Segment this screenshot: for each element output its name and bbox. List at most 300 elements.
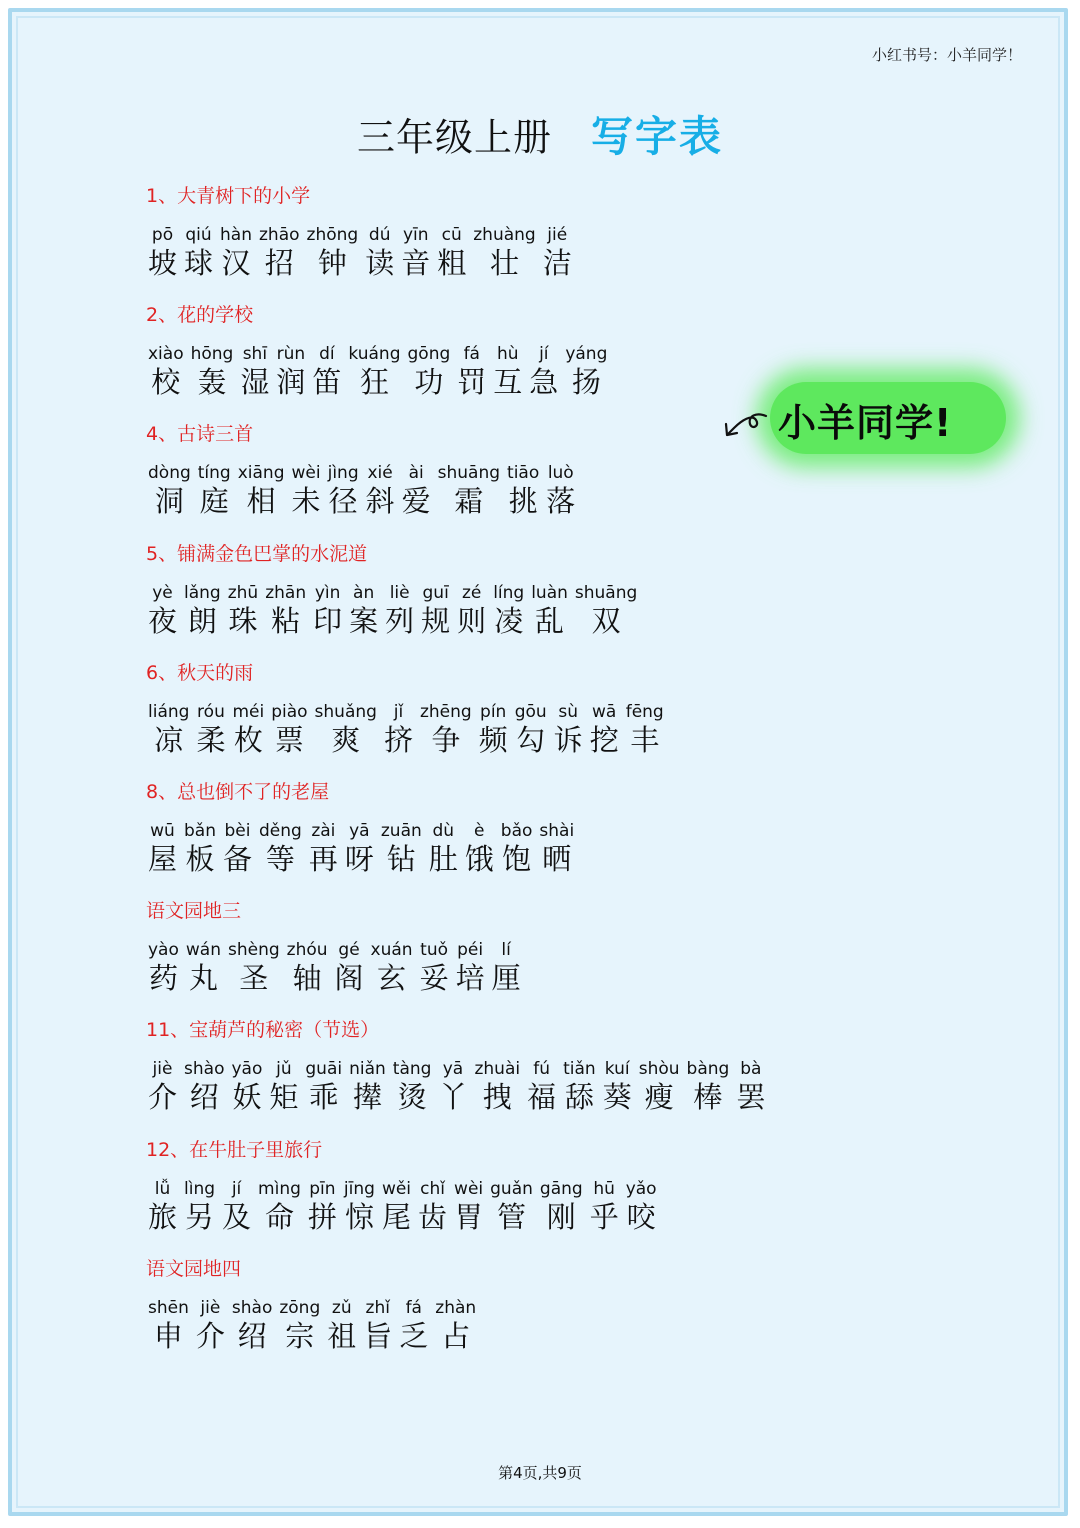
hanzi: 肚	[428, 842, 458, 876]
character-cell	[540, 1178, 583, 1234]
character-cell	[348, 343, 400, 399]
hanzi: 勾	[516, 723, 546, 757]
pinyin: zhàn	[435, 1298, 477, 1318]
pinyin: xiāng	[237, 463, 285, 483]
pinyin: bǎn	[184, 821, 216, 841]
character-cell	[148, 582, 177, 638]
hanzi: 汉	[221, 246, 251, 280]
character-cell	[454, 1178, 483, 1234]
hanzi: 球	[184, 246, 214, 280]
character-cell	[148, 939, 179, 995]
page-title	[0, 104, 1080, 164]
character-cell	[349, 582, 378, 638]
hanzi: 祖	[327, 1319, 357, 1353]
character-cell	[366, 462, 395, 518]
character-cell	[543, 224, 572, 280]
pinyin: péi	[457, 940, 484, 960]
pinyin: guāi	[305, 1059, 343, 1079]
character-cell	[223, 820, 252, 876]
character-cell	[575, 582, 637, 638]
pinyin: dòng	[148, 463, 191, 483]
hanzi: 备	[223, 842, 253, 876]
pinyin: tuǒ	[420, 940, 448, 960]
hanzi: 票	[274, 723, 304, 757]
hanzi: 玄	[377, 961, 407, 995]
character-cell	[365, 224, 394, 280]
hanzi: 瘦	[644, 1080, 674, 1114]
hanzi: 药	[148, 961, 178, 995]
pinyin: zhuàng	[473, 225, 536, 245]
lesson-section	[146, 659, 671, 757]
character-cell	[184, 820, 216, 876]
character-cell	[228, 939, 280, 995]
hanzi: 庭	[199, 484, 229, 518]
pinyin: dù	[432, 821, 455, 841]
character-cell	[148, 701, 189, 757]
character-cell	[232, 1297, 272, 1353]
lesson-section	[146, 1136, 664, 1234]
hanzi: 枚	[233, 723, 263, 757]
lesson-title: 4、古诗三首	[146, 423, 254, 445]
pinyin: àn	[353, 583, 375, 603]
character-cell	[309, 820, 338, 876]
hanzi: 柔	[196, 723, 226, 757]
pinyin: lìng	[184, 1179, 216, 1199]
character-cell	[490, 1178, 533, 1234]
character-cell	[529, 343, 558, 399]
pinyin: fēng	[625, 702, 664, 722]
character-cell	[385, 582, 414, 638]
pinyin: hū	[593, 1179, 615, 1199]
lesson-section	[146, 1255, 483, 1353]
hanzi: 挤	[383, 723, 413, 757]
xiaohongshu-handle: 小红书号：小羊同学！	[871, 46, 1022, 64]
character-row	[148, 582, 644, 638]
hanzi: 介	[148, 1080, 178, 1114]
character-cell	[493, 343, 522, 399]
character-cell	[327, 1297, 356, 1353]
character-cell	[307, 224, 359, 280]
character-cell	[438, 1058, 467, 1114]
hanzi: 功	[414, 365, 444, 399]
character-cell	[371, 939, 413, 995]
hanzi: 坡	[148, 246, 178, 280]
character-cell	[238, 462, 285, 518]
hanzi: 拼	[307, 1200, 337, 1234]
hanzi: 乱	[535, 604, 565, 638]
character-cell	[393, 1058, 432, 1114]
hanzi: 厘	[491, 961, 521, 995]
hanzi: 挖	[589, 723, 619, 757]
hanzi: 斜	[365, 484, 395, 518]
character-cell	[565, 343, 607, 399]
pinyin: xuán	[370, 940, 413, 960]
pinyin: zuān	[380, 821, 422, 841]
character-cell	[408, 343, 451, 399]
character-cell	[196, 1297, 225, 1353]
hanzi: 管	[497, 1200, 527, 1234]
curly-arrow-icon	[722, 404, 768, 440]
lesson-section	[146, 1016, 772, 1114]
character-cell	[184, 582, 221, 638]
hanzi: 诉	[553, 723, 583, 757]
character-cell	[554, 701, 583, 757]
hanzi: 珠	[228, 604, 258, 638]
pinyin: yáng	[565, 344, 608, 364]
hanzi: 双	[591, 604, 621, 638]
hanzi: 列	[385, 604, 415, 638]
pinyin: zōng	[279, 1298, 321, 1318]
character-cell	[271, 701, 307, 757]
character-cell	[148, 224, 177, 280]
pinyin: wèi	[454, 1179, 484, 1199]
hanzi: 等	[265, 842, 295, 876]
hanzi: 惊	[344, 1200, 374, 1234]
character-cell	[276, 343, 305, 399]
character-cell	[474, 1058, 520, 1114]
pinyin: méi	[232, 702, 265, 722]
hanzi: 凉	[154, 723, 184, 757]
pinyin: shuǎng	[314, 702, 377, 722]
character-cell	[305, 1058, 342, 1114]
hanzi: 则	[457, 604, 487, 638]
hanzi: 妖	[232, 1080, 262, 1114]
pinyin: liáng	[148, 702, 190, 722]
character-cell	[420, 701, 472, 757]
hanzi: 未	[291, 484, 321, 518]
stamp-badge	[760, 378, 1016, 458]
pinyin: jǐ	[393, 702, 404, 722]
hanzi: 洞	[154, 484, 184, 518]
hanzi: 烫	[397, 1080, 427, 1114]
character-cell	[563, 1058, 596, 1114]
character-cell	[465, 820, 494, 876]
hanzi: 笛	[312, 365, 342, 399]
character-cell	[507, 462, 539, 518]
hanzi: 钻	[386, 842, 416, 876]
pinyin: shèng	[228, 940, 280, 960]
pinyin: pīn	[309, 1179, 336, 1199]
pinyin: chǐ	[420, 1179, 445, 1199]
hanzi: 音	[401, 246, 431, 280]
character-cell	[186, 939, 221, 995]
pinyin: lǎng	[184, 583, 221, 603]
pinyin: yǎo	[625, 1179, 657, 1199]
pinyin: xiào	[148, 344, 184, 364]
hanzi: 落	[546, 484, 576, 518]
hanzi: 洁	[542, 246, 572, 280]
hanzi: 申	[153, 1319, 183, 1353]
character-cell	[349, 1058, 386, 1114]
character-cell	[639, 1058, 680, 1114]
pinyin: gōng	[407, 344, 451, 364]
hanzi: 培	[455, 961, 485, 995]
hanzi: 阁	[334, 961, 364, 995]
character-cell	[240, 343, 269, 399]
character-cell	[335, 939, 364, 995]
character-cell	[626, 1178, 657, 1234]
character-cell	[292, 462, 321, 518]
pinyin: bà	[740, 1059, 762, 1079]
pinyin: yè	[152, 583, 173, 603]
hanzi: 乏	[399, 1319, 429, 1353]
pinyin: zhóu	[286, 940, 328, 960]
character-cell	[184, 224, 213, 280]
hanzi: 爽	[331, 723, 361, 757]
pinyin: róu	[197, 702, 225, 722]
hanzi: 霜	[454, 484, 484, 518]
pinyin: bèi	[224, 821, 251, 841]
hanzi: 葵	[602, 1080, 632, 1114]
pinyin: pō	[151, 225, 174, 245]
lesson-title: 语文园地四	[146, 1258, 242, 1280]
pinyin: dí	[319, 344, 335, 364]
lesson-title: 6、秋天的雨	[146, 662, 254, 684]
character-cell	[363, 1297, 392, 1353]
hanzi: 饿	[464, 842, 494, 876]
hanzi: 妥	[419, 961, 449, 995]
character-row	[148, 820, 581, 876]
pinyin: shòu	[638, 1059, 680, 1079]
hanzi: 绍	[237, 1319, 267, 1353]
hanzi: 齿	[418, 1200, 448, 1234]
pinyin: guǎn	[490, 1179, 533, 1199]
character-cell	[527, 1058, 556, 1114]
pinyin: wěi	[381, 1179, 412, 1199]
pinyin: yīn	[402, 225, 429, 245]
pinyin: fá	[405, 1298, 422, 1318]
character-cell	[148, 343, 184, 399]
character-cell	[401, 224, 430, 280]
hanzi: 乖	[309, 1080, 339, 1114]
pinyin: zhū	[227, 583, 259, 603]
character-cell	[222, 1178, 251, 1234]
character-cell	[198, 462, 231, 518]
pinyin: yā	[442, 1059, 464, 1079]
character-cell	[546, 462, 575, 518]
pinyin: zǔ	[331, 1298, 352, 1318]
hanzi: 挑	[508, 484, 538, 518]
character-cell	[148, 1058, 177, 1114]
hanzi: 及	[222, 1200, 252, 1234]
pinyin: jí	[231, 1179, 242, 1199]
pinyin: zhōng	[306, 225, 359, 245]
character-cell	[196, 701, 225, 757]
hanzi: 招	[264, 246, 294, 280]
hanzi: 校	[151, 365, 181, 399]
character-row	[148, 1178, 664, 1234]
hanzi: 屋	[148, 842, 178, 876]
page-number: 第4页,共9页	[498, 1464, 582, 1482]
character-cell	[287, 939, 328, 995]
character-cell	[457, 343, 486, 399]
character-cell	[456, 939, 485, 995]
pinyin: shài	[539, 821, 575, 841]
character-cell	[420, 939, 449, 995]
character-cell	[421, 582, 450, 638]
pinyin: zhuài	[474, 1059, 521, 1079]
hanzi: 介	[195, 1319, 225, 1353]
lesson-section	[146, 301, 614, 399]
pinyin: líng	[493, 583, 525, 603]
hanzi: 再	[308, 842, 338, 876]
character-cell	[418, 1178, 447, 1234]
hanzi: 旅	[148, 1200, 178, 1234]
hanzi: 轰	[197, 365, 227, 399]
hanzi: 丫	[438, 1080, 468, 1114]
pinyin: pín	[480, 702, 507, 722]
hanzi: 饱	[502, 842, 532, 876]
character-cell	[603, 1058, 632, 1114]
character-cell	[492, 939, 521, 995]
pinyin: lí	[501, 940, 511, 960]
character-cell	[626, 701, 664, 757]
pinyin: yā	[349, 821, 370, 841]
character-cell	[438, 462, 500, 518]
hanzi: 粗	[437, 246, 467, 280]
hanzi: 胃	[454, 1200, 484, 1234]
hanzi: 争	[431, 723, 461, 757]
pinyin: jìng	[327, 463, 359, 483]
lesson-section	[146, 540, 644, 638]
character-cell	[384, 701, 413, 757]
hanzi: 占	[441, 1319, 471, 1353]
hanzi: 润	[276, 365, 306, 399]
pinyin: wā	[592, 702, 617, 722]
pinyin: tiāo	[507, 463, 540, 483]
character-cell	[232, 701, 264, 757]
hanzi: 罚	[457, 365, 487, 399]
pinyin: kuáng	[348, 344, 401, 364]
hanzi: 频	[478, 723, 508, 757]
hanzi: 晒	[542, 842, 572, 876]
character-cell	[381, 820, 422, 876]
character-cell	[259, 224, 300, 280]
stamp-text: 小羊同学!	[778, 401, 953, 445]
lesson-title: 12、在牛肚子里旅行	[146, 1139, 323, 1161]
pinyin: tàng	[392, 1059, 432, 1079]
hanzi: 钟	[317, 246, 347, 280]
character-cell	[473, 224, 535, 280]
pinyin: sù	[558, 702, 578, 722]
pinyin: zài	[311, 821, 336, 841]
pinyin: piào	[271, 702, 308, 722]
character-cell	[479, 701, 508, 757]
character-cell	[515, 701, 547, 757]
lesson-title: 11、宝葫芦的秘密（节选）	[146, 1019, 380, 1041]
lesson-title: 1、大青树下的小学	[146, 185, 311, 207]
character-cell	[148, 1178, 177, 1234]
hanzi: 凌	[494, 604, 524, 638]
hanzi: 棒	[693, 1080, 723, 1114]
hanzi: 板	[185, 842, 215, 876]
pinyin: luò	[547, 463, 574, 483]
character-cell	[312, 343, 341, 399]
pinyin: jiè	[200, 1298, 221, 1318]
pinyin: liè	[389, 583, 410, 603]
hanzi: 另	[185, 1200, 215, 1234]
character-cell	[402, 462, 431, 518]
pinyin: jí	[539, 344, 549, 364]
character-cell	[531, 582, 568, 638]
hanzi: 舔	[564, 1080, 594, 1114]
pinyin: qiú	[185, 225, 212, 245]
lesson-title: 2、花的学校	[146, 304, 254, 326]
hanzi: 朗	[187, 604, 217, 638]
hanzi: 刚	[546, 1200, 576, 1234]
pinyin: zhān	[265, 583, 307, 603]
lesson-title: 8、总也倒不了的老屋	[146, 781, 330, 803]
pinyin: jiè	[152, 1059, 173, 1079]
hanzi: 宗	[285, 1319, 315, 1353]
character-row	[148, 701, 671, 757]
pinyin: hù	[497, 344, 519, 364]
character-cell	[259, 820, 302, 876]
hanzi: 急	[529, 365, 559, 399]
pinyin: shào	[184, 1059, 225, 1079]
pinyin: guī	[422, 583, 449, 603]
pinyin: fá	[463, 344, 480, 364]
hanzi: 相	[246, 484, 276, 518]
character-cell	[220, 224, 252, 280]
character-cell	[148, 820, 177, 876]
character-cell	[269, 1058, 298, 1114]
character-cell	[399, 1297, 428, 1353]
hanzi: 粘	[271, 604, 301, 638]
character-cell	[191, 343, 234, 399]
character-cell	[687, 1058, 730, 1114]
hanzi: 旨	[363, 1319, 393, 1353]
character-cell	[590, 701, 619, 757]
lesson-title: 语文园地三	[146, 900, 242, 922]
character-row	[148, 1058, 772, 1114]
pinyin: jié	[547, 225, 568, 245]
character-row	[148, 224, 579, 280]
character-cell	[437, 224, 466, 280]
hanzi: 爱	[401, 484, 431, 518]
hanzi: 狂	[359, 365, 389, 399]
title-grade: 三年级上册	[356, 115, 552, 160]
character-row	[148, 1297, 483, 1353]
hanzi: 丰	[630, 723, 660, 757]
hanzi: 罢	[736, 1080, 766, 1114]
hanzi: 咬	[626, 1200, 656, 1234]
character-cell	[328, 462, 359, 518]
hanzi: 案	[349, 604, 379, 638]
hanzi: 乎	[589, 1200, 619, 1234]
hanzi: 尾	[381, 1200, 411, 1234]
hanzi: 福	[527, 1080, 557, 1114]
pinyin: bàng	[686, 1059, 730, 1079]
pinyin: hàn	[220, 225, 252, 245]
pinyin: shēn	[148, 1298, 189, 1318]
character-cell	[382, 1178, 411, 1234]
hanzi: 读	[365, 246, 395, 280]
hanzi: 扬	[571, 365, 601, 399]
hanzi: 圣	[239, 961, 269, 995]
hanzi: 拽	[482, 1080, 512, 1114]
character-cell	[493, 582, 524, 638]
hanzi: 绍	[189, 1080, 219, 1114]
pinyin: jǔ	[276, 1059, 292, 1079]
pinyin: zhēng	[419, 702, 472, 722]
hanzi: 轴	[292, 961, 322, 995]
pinyin: zhāo	[259, 225, 300, 245]
character-cell	[148, 462, 191, 518]
character-cell	[501, 820, 533, 876]
character-cell	[736, 1058, 765, 1114]
pinyin: gé	[338, 940, 360, 960]
